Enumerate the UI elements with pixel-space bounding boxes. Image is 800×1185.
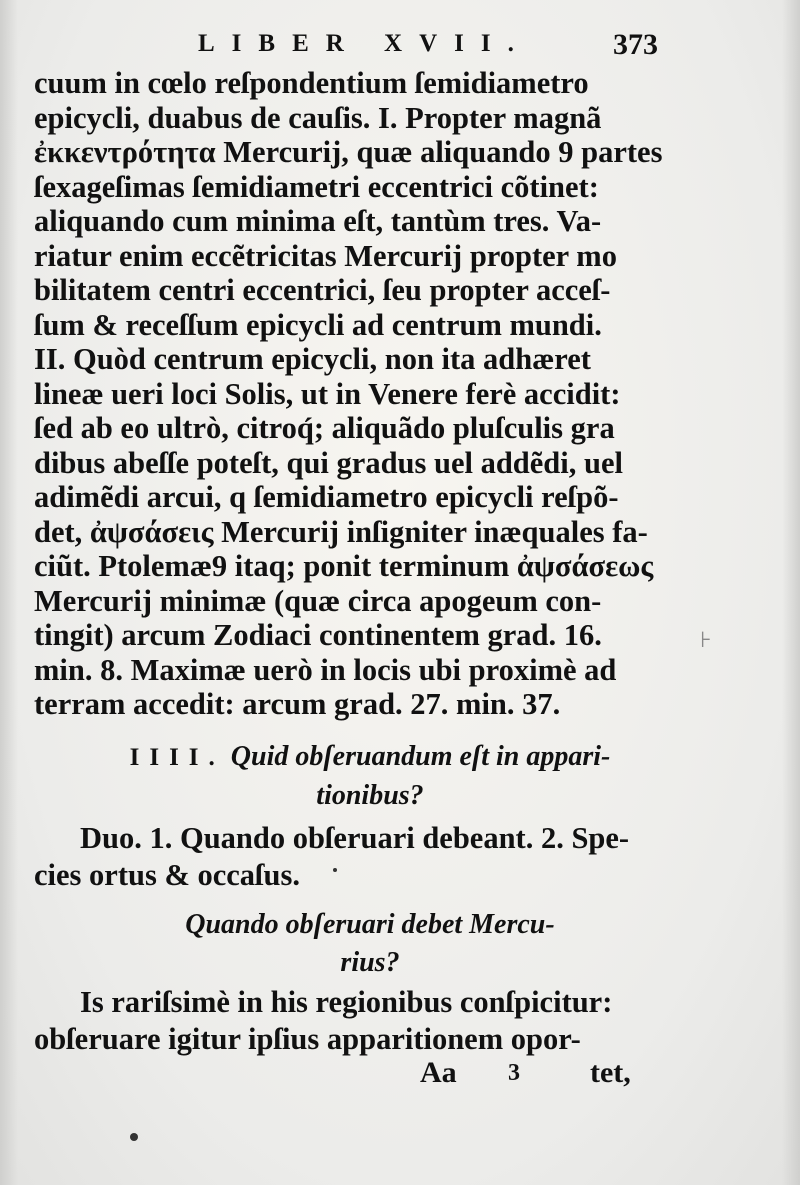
scan-edge-left — [0, 0, 18, 1185]
heading-line: Quando obſeruari debet Mercu- — [185, 909, 555, 940]
text-line: cies ortus & occaſus. — [34, 858, 300, 892]
heading-line: rius? — [340, 947, 400, 978]
text-line: ciũt. Ptolemæ9 itaq; ponit terminum ἀψσάσεως — [34, 549, 654, 583]
text-line: II. Quòd centrum epicycli, non ita adhæret — [34, 342, 591, 376]
text-line: riatur enim eccẽtricitas Mercurij propter mo — [34, 238, 617, 273]
text-line: ἐκκεντρότητα Mercurij, quæ aliquando 9 partes — [34, 135, 663, 169]
text-line: adimẽdi arcui, q ſemidiametro epicycli reſpõ- — [34, 480, 619, 514]
page-number: 373 — [613, 28, 658, 61]
text-line: bilitatem centri eccentrici, ſeu propter acceſ- — [34, 273, 611, 307]
text-line: aliquando cum minima eſt, tantùm tres. Va- — [34, 204, 602, 238]
text-line: Mercurij minimæ (quæ circa apogeum con- — [34, 583, 602, 618]
text-line: det, ἀψσάσεις Mercurij inſigniter inæquales fa- — [34, 514, 648, 549]
text-line: epicycli, duabus de cauſis. I. Propter magnã — [34, 100, 602, 135]
signature-mark: Aa — [420, 1056, 457, 1089]
text-line: cuum in cœlo reſpondentium ſemidiametro — [34, 66, 589, 100]
heading-line: tionibus? — [316, 780, 424, 811]
text-line: dibus abeſſe poteſt, qui gradus uel addẽdi, uel — [34, 445, 623, 480]
text-line: lineæ ueri loci Solis, ut in Venere ferè accidit: — [34, 376, 621, 411]
section-number: IIII. — [129, 744, 225, 771]
text-line: min. 8. Maximæ uerò in locis ubi proximè ad — [34, 652, 617, 687]
paragraph-1 — [34, 66, 674, 722]
catchword: tet, — [590, 1056, 631, 1089]
text-line: ſum & receſſum epicycli ad centrum mundi. — [34, 307, 602, 342]
paragraph-3 — [34, 984, 674, 1058]
signature-number: 3 — [508, 1060, 520, 1086]
paragraph-2 — [34, 820, 674, 894]
page-header — [48, 28, 658, 68]
section-heading-mercury — [90, 906, 650, 982]
text-line: obſeruare igitur ipſius apparitionem opor- — [34, 1022, 581, 1056]
running-head: LIBER XVII. — [198, 30, 531, 57]
text-line: Duo. 1. Quando obſeruari debeant. 2. Spe- — [80, 821, 630, 855]
text-line: Is rariſsimè in his regionibus conſpicitur: — [80, 985, 613, 1019]
scan-edge-right — [782, 0, 800, 1185]
heading-text: Quid obſeruandum eſt in appari- — [230, 741, 611, 772]
margin-mark: ⊦ — [700, 628, 712, 653]
text-line: ſed ab eo ultrò, citroq́; aliquãdo pluſculis gra — [34, 411, 615, 445]
text-line: terram accedit: arcum grad. 27. min. 37. — [34, 687, 561, 721]
section-heading-4 — [90, 738, 650, 815]
ink-speck — [333, 868, 337, 872]
text-line: tingit) arcum Zodiaci continentem grad. 16. — [34, 618, 602, 652]
text-line: ſexageſimas ſemidiametri eccentrici cõtinet: — [34, 169, 599, 204]
ink-speck — [130, 1133, 138, 1141]
heading-line — [90, 738, 650, 777]
